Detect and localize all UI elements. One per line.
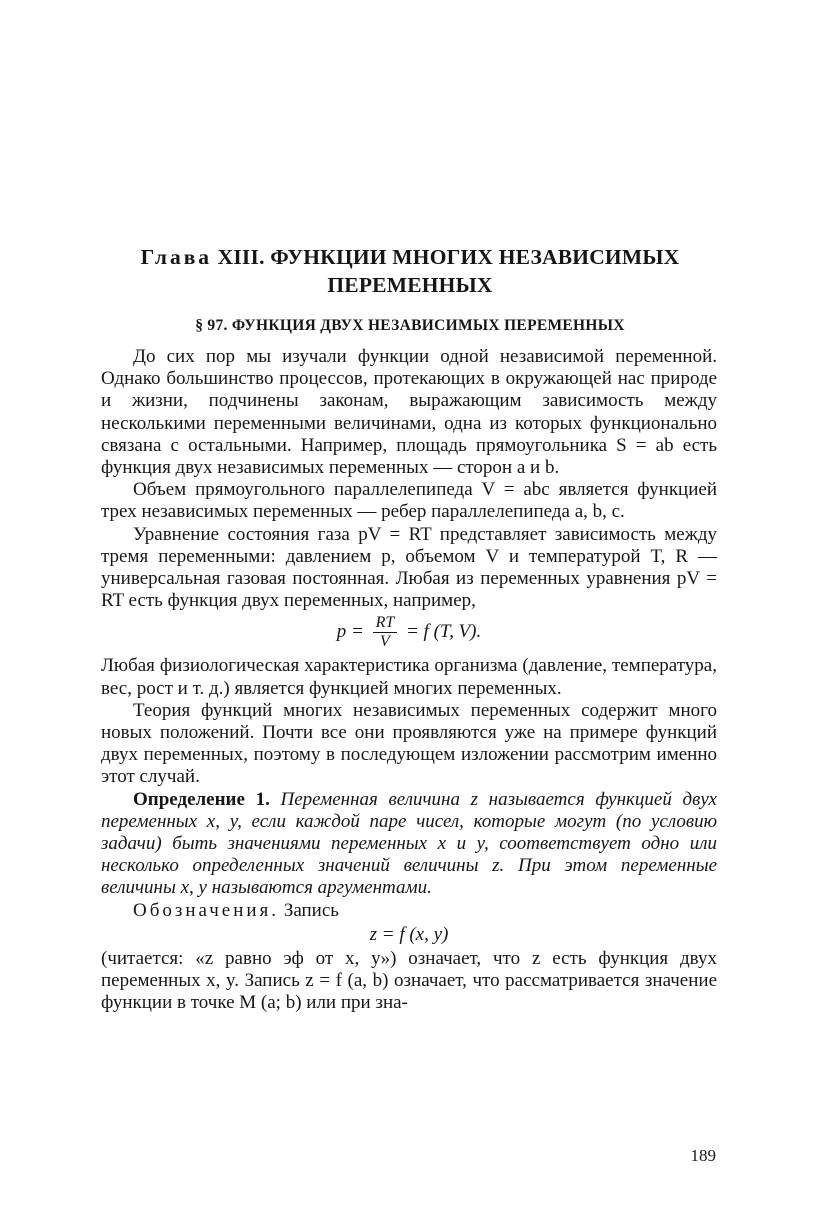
chapter-title bbox=[100, 243, 720, 299]
formula-function: z = f (x, y) bbox=[369, 923, 449, 945]
chapter-title-line2: ПЕРЕМЕННЫХ bbox=[327, 273, 493, 297]
section-title: § 97. ФУНКЦИЯ ДВУХ НЕЗАВИСИМЫХ ПЕРЕМЕННЫХ bbox=[195, 317, 625, 334]
fraction-numerator: RT bbox=[373, 614, 398, 633]
definition-text: Переменная величина z называется функцией двух переменных x, y, если каждой паре чисел, которые могут (по условию задачи) быть значениями переменных x и y, соответствует одно или несколько определенных значений величины z. При этом переменные величины x, y называются аргументами. bbox=[101, 788, 717, 899]
chapter-word: Глава bbox=[140, 245, 213, 269]
page-number: 189 bbox=[690, 1146, 716, 1165]
paragraph-1: До сих пор мы изучали функции одной независимой переменной. Однако большинство процессов, протекающих в окружающей нас природе и жизни, подчинены законам, выражающим зависимость между несколькими переменными величинами, одна из которых функционально связана с остальными. Например, площадь прямоугольника S = ab есть функция двух независимых переменных — сторон a и b. bbox=[101, 346, 717, 479]
body-text bbox=[101, 346, 717, 1015]
formula-fraction bbox=[373, 614, 398, 651]
paragraph-last: (читается: «z равно эф от x, y») означает, что z есть функция двух переменных x, y. Запись z = f (a, b) означает, что рассматривается значение функции в точке M (a; b) или при зна- bbox=[101, 948, 717, 1014]
definition bbox=[101, 789, 717, 900]
formula-gas-law bbox=[101, 614, 717, 651]
definition-label: Определение 1. bbox=[133, 788, 270, 810]
notation bbox=[101, 900, 717, 922]
chapter-title-line1: XIII. ФУНКЦИИ МНОГИХ НЕЗАВИСИМЫХ bbox=[217, 245, 680, 269]
formula-rhs: = f (T, V). bbox=[405, 621, 482, 643]
formula-lhs: p = bbox=[336, 621, 364, 643]
notation-text: Запись bbox=[283, 899, 339, 921]
paragraph-2: Объем прямоугольного параллелепипеда V = abc является функцией трех независимых переменных — ребер параллелепипеда a, b, c. bbox=[101, 479, 717, 523]
notation-label: Обозначения. bbox=[133, 899, 280, 921]
paragraph-5: Теория функций многих независимых переменных содержит много новых положений. Почти все они проявляются уже на примере функций двух переменных, поэтому в последующем изложении рассмотрим именно этот случай. bbox=[101, 699, 717, 788]
paragraph-4: Любая физиологическая характеристика организма (давление, температура, вес, рост и т. д.) является функцией многих переменных. bbox=[101, 655, 717, 699]
fraction-denominator: V bbox=[380, 633, 390, 651]
paragraph-3: Уравнение состояния газа pV = RT представляет зависимость между тремя переменными: давлением p, объемом V и температурой T, R — универсальная газовая постоянная. Любая из переменных уравнения pV = RT есть функция двух переменных, например, bbox=[101, 523, 717, 612]
